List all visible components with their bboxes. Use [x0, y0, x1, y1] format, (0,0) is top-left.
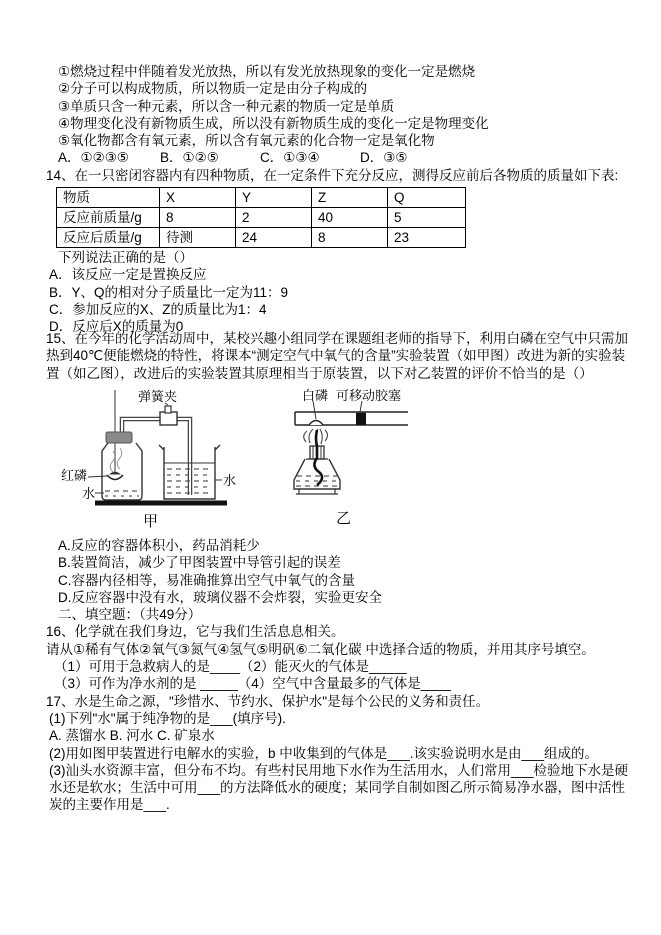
leader-line: [88, 476, 108, 477]
q15-option-c: C.容器内径相等，易准确推算出空气中氧气的含量: [58, 572, 355, 588]
apparatus-diagram-jia: [55, 388, 245, 534]
table-cell: 待测: [160, 228, 236, 248]
q17-part1-options: A. 蒸馏水 B. 河水 C. 矿泉水: [49, 728, 215, 744]
leader-line: [313, 401, 316, 419]
q15-option-b: B.装置简洁，减少了甲图装置中导管引起的误差: [58, 555, 341, 571]
spring-clip-knob: [165, 406, 171, 413]
q17-part1: (1)下列"水"属于纯净物的是___(填序号).: [49, 710, 286, 726]
q13-statement: ④物理变化没有新物质生成，所以没有新物质生成的变化一定是物理变化: [58, 115, 489, 131]
q13-block: [46, 63, 638, 184]
movable-stopper-block: [356, 413, 366, 425]
stopper-gray: [106, 432, 132, 443]
q16-blanks-3-4: （3）可作为净水剂的是 _____（4）空气中含量最多的气体是____: [54, 676, 451, 692]
section2-title: 二、填空题：（共49分）: [58, 607, 202, 623]
q16-blanks-1-2: （1）可用于急救病人的是____（2）能灭火的气体是_____: [54, 659, 407, 675]
lower-text-block: [46, 537, 638, 814]
q13-statement: ③单质只含一种元素，所以含一种元素的物质一定是单质: [58, 98, 395, 114]
label-water-bottle: 水: [82, 486, 96, 501]
q14-prompt: 下列说法正确的是（）: [58, 250, 193, 265]
table-cell: 40: [312, 208, 388, 228]
q14-option-d: D．反应后X的质量为0: [49, 319, 184, 335]
q16-choices: 请从①稀有气体②氧气③氮气④氢气⑤明矾⑥二氧化碳 中选择合适的物质，并用其序号填空。: [46, 641, 595, 657]
q13-statement: ⑤氧化物都含有氧元素，所以含有氧元素的化合物一定是氧化物: [58, 133, 435, 149]
table-cell: 8: [160, 208, 236, 228]
table-header-row: [57, 188, 466, 208]
red-phosphorus-sample: [109, 472, 121, 475]
gas-tube-inner: [122, 419, 190, 495]
q17-part2: (2)用如图甲装置进行电解水的实验，b 中收集到的气体是___.该实验说明水是由___组成的。: [49, 745, 599, 761]
table-cell: 反应前质量/g: [57, 208, 160, 228]
q13-statement: ①燃烧过程中伴随着发光放热，所以有发光放热现象的变化一定是燃烧: [58, 64, 476, 79]
table-header-cell: X: [160, 188, 236, 208]
q14-table: [56, 187, 466, 248]
apparatus-diagram-yi: [290, 388, 460, 534]
spring-clip-icon: [160, 412, 177, 425]
q13-options-row: [46, 149, 638, 166]
table-row: [57, 228, 466, 248]
table-header-cell: Z: [312, 188, 388, 208]
q17-intro: 17、水是生命之源，"珍惜水、节约水、保护水"是每个公民的义务和责任。: [46, 693, 490, 709]
label-white-phosphorus: 白磷: [302, 388, 329, 403]
table-cell: 23: [388, 228, 466, 248]
label-movable-stopper: 可移动胶塞: [336, 388, 402, 403]
caption-jia: 甲: [143, 513, 159, 530]
q15-option-a: A.反应的容器体积小，药品消耗少: [58, 538, 260, 553]
table-cell: 24: [236, 228, 312, 248]
table-header-cell: Y: [236, 188, 312, 208]
table-row: [57, 208, 466, 228]
table-cell: 8: [312, 228, 388, 248]
table-cell: 2: [236, 208, 312, 228]
combustion-spoon: [107, 475, 123, 480]
label-water-beaker: 水: [223, 473, 237, 488]
caption-yi: 乙: [336, 510, 352, 527]
label-spring-clip: 弹簧夹: [138, 389, 178, 404]
q14-options-block: [46, 249, 638, 335]
q14-option-c: C．参加反应的X、Z的质量比为1：4: [49, 301, 267, 317]
alcohol-lamp-base: [296, 489, 338, 494]
table-header-cell: 物质: [57, 188, 160, 208]
table-cell: 5: [388, 208, 466, 228]
gas-tube-outer: [122, 419, 190, 495]
q17-part3: (3)汕头水资源丰富，但分布不均。有些村民用地下水作为生活用水，人们常用___检验地下水是硬水还是软水；生活中可用___的方法降低水的硬度；某同学自制如图乙所示简易净水器，图中活性炭的主要作用是___.: [49, 762, 629, 813]
q14-option-b: B．Y、Q的相对分子质量比一定为11：9: [49, 284, 289, 300]
q14-intro: 14、在一只密闭容器内有四种物质，在一定条件下充分反应，测得反应前后各物质的质量如下表:: [46, 167, 619, 183]
white-phosphorus-sample: [309, 421, 323, 426]
q14-option-a: A．该反应一定是置换反应: [49, 267, 207, 283]
q13-option-b: B．①②⑤: [160, 150, 219, 166]
q13-option-d: D．③⑤: [360, 150, 408, 166]
q13-option-a: A．①②③⑤: [58, 150, 129, 166]
smoke-icon: [110, 451, 115, 472]
smoke-icon: [117, 448, 122, 469]
q15-text: 15、在今年的化学活动周中，某校兴趣小组同学在课题组老师的指导下，利用白磷在空气中只需加热到40℃便能燃烧的特性，将课本“测定空气中氧气的含量”实验装置（如甲图）改进为新的实验装置（如乙图），改进后的实验装置其原理相当于原装置，以下对乙装置的评价不恰当的是（）: [46, 331, 629, 381]
q16-intro: 16、化学就在我们身边，它与我们生活息息相关。: [46, 624, 345, 640]
table-cell: 反应后质量/g: [57, 228, 160, 248]
q13-statement: ②分子可以构成物质，所以物质一定是由分子构成的: [58, 81, 368, 97]
table-header-cell: Q: [388, 188, 466, 208]
label-red-phosphorus: 红磷: [61, 468, 88, 483]
q13-option-c: C．①③④: [260, 150, 320, 166]
q15-option-d: D.反应容器中没有水，玻璃仪器不会炸裂，实验更安全: [58, 589, 382, 605]
